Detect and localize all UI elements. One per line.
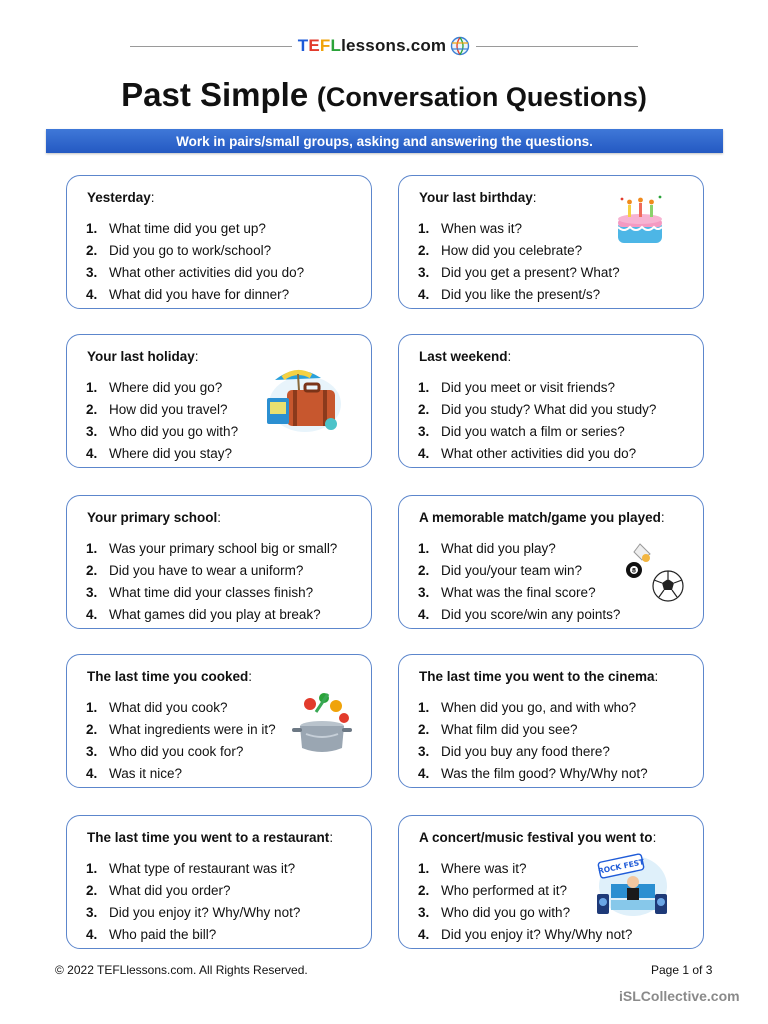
question-item <box>86 697 276 719</box>
card-primary-school <box>66 495 372 629</box>
page-title <box>0 76 768 114</box>
page-title-main: Past Simple <box>121 76 309 113</box>
question-number: 3. <box>418 424 430 439</box>
logo-letter-e: E <box>308 36 320 55</box>
question-text: What type of restaurant was it? <box>109 861 296 876</box>
question-number: 4. <box>86 287 98 302</box>
question-number: 3. <box>418 265 430 280</box>
question-item <box>418 377 656 399</box>
question-text: Did you/your team win? <box>441 563 583 578</box>
question-item <box>86 377 238 399</box>
question-text: Who paid the bill? <box>109 927 217 942</box>
question-text: What games did you play at break? <box>109 607 321 622</box>
logo-divider-left <box>130 46 292 47</box>
question-list <box>86 858 300 946</box>
question-text: Who performed at it? <box>441 883 568 898</box>
question-list <box>418 218 620 306</box>
question-number: 3. <box>418 585 430 600</box>
question-text: What time did your classes finish? <box>109 585 314 600</box>
question-number: 1. <box>418 380 430 395</box>
card-title-colon: : <box>652 830 657 845</box>
question-item <box>86 719 276 741</box>
question-text: What time did you get up? <box>109 221 266 236</box>
rock-fest-icon <box>593 852 669 918</box>
card-title <box>87 190 155 205</box>
question-text: Did you like the present/s? <box>441 287 601 302</box>
question-text: Was the film good? Why/Why not? <box>441 766 648 781</box>
card-title-text: Your last holiday <box>87 349 195 364</box>
suitcase-icon <box>261 364 345 436</box>
question-item <box>418 741 648 763</box>
question-text: When did you go, and with who? <box>441 700 637 715</box>
question-text: Did you enjoy it? Why/Why not? <box>441 927 633 942</box>
cooking-pot-icon <box>290 690 358 758</box>
question-number: 1. <box>86 380 98 395</box>
card-title <box>419 190 537 205</box>
card-title-text: The last time you cooked <box>87 669 249 684</box>
question-number: 4. <box>418 287 430 302</box>
question-text: Where did you go? <box>109 380 223 395</box>
question-item <box>86 560 337 582</box>
question-text: What other activities did you do? <box>441 446 637 461</box>
card-title <box>419 510 665 525</box>
question-text: Where did you stay? <box>109 446 233 461</box>
question-list <box>418 538 620 626</box>
question-number: 3. <box>86 265 98 280</box>
svg-text:8: 8 <box>631 567 637 575</box>
card-last-weekend <box>398 334 704 468</box>
question-item <box>86 262 304 284</box>
watermark: iSLCollective.com <box>619 988 740 1004</box>
question-text: What did you order? <box>109 883 231 898</box>
question-item <box>418 538 620 560</box>
question-item <box>86 858 300 880</box>
card-last-cinema <box>398 654 704 788</box>
question-text: Did you enjoy it? Why/Why not? <box>109 905 301 920</box>
question-text: What other activities did you do? <box>109 265 305 280</box>
question-text: Did you go to work/school? <box>109 243 272 258</box>
question-item <box>418 284 620 306</box>
question-number: 1. <box>418 861 430 876</box>
logo-domain: lessons.com <box>341 36 447 55</box>
question-item <box>86 880 300 902</box>
question-item <box>86 582 337 604</box>
question-item <box>418 443 656 465</box>
card-title-text: Last weekend <box>419 349 508 364</box>
site-logo <box>298 36 447 56</box>
question-list <box>86 538 337 626</box>
logo-letter-l: L <box>330 36 342 55</box>
card-title-colon: : <box>217 510 222 525</box>
question-text: Who did you go with? <box>109 424 239 439</box>
question-number: 4. <box>86 446 98 461</box>
question-item <box>418 582 620 604</box>
question-number: 4. <box>418 766 430 781</box>
card-title <box>419 349 511 364</box>
sports-balls-icon <box>622 540 686 604</box>
card-title-colon: : <box>194 349 199 364</box>
card-title <box>87 830 333 845</box>
question-text: What film did you see? <box>441 722 578 737</box>
card-title <box>419 830 656 845</box>
question-item <box>418 719 648 741</box>
card-title <box>87 669 252 684</box>
card-title-text: Yesterday <box>87 190 151 205</box>
card-title-text: Your primary school <box>87 510 218 525</box>
question-item <box>86 924 300 946</box>
question-text: Who did you cook for? <box>109 744 244 759</box>
question-text: How did you travel? <box>109 402 228 417</box>
question-number: 4. <box>418 927 430 942</box>
card-title-text: The last time you went to the cinema <box>419 669 655 684</box>
question-text: Did you meet or visit friends? <box>441 380 616 395</box>
question-text: What did you play? <box>441 541 556 556</box>
question-text: What did you have for dinner? <box>109 287 290 302</box>
question-text: Was it nice? <box>109 766 183 781</box>
card-title <box>419 669 658 684</box>
question-text: How did you celebrate? <box>441 243 583 258</box>
question-text: Did you get a present? What? <box>441 265 620 280</box>
question-number: 2. <box>418 883 430 898</box>
question-number: 2. <box>418 243 430 258</box>
question-item <box>86 218 304 240</box>
cake-icon <box>612 193 668 249</box>
footer-page-number: Page 1 of 3 <box>651 963 713 977</box>
card-title-colon: : <box>660 510 665 525</box>
question-number: 3. <box>86 744 98 759</box>
rock-fest-sign-text: ROCK FEST <box>597 857 645 876</box>
question-item <box>418 763 648 785</box>
logo-letter-t: T <box>297 36 309 55</box>
question-item <box>86 604 337 626</box>
question-list <box>418 377 656 465</box>
site-logo-row <box>0 34 768 58</box>
question-number: 4. <box>86 607 98 622</box>
question-number: 2. <box>418 563 430 578</box>
instruction-banner: Work in pairs/small groups, asking and answering the questions. <box>46 129 723 153</box>
logo-divider-right <box>476 46 638 47</box>
question-number: 4. <box>418 446 430 461</box>
question-text: Was your primary school big or small? <box>109 541 338 556</box>
question-number: 4. <box>86 766 98 781</box>
question-number: 2. <box>86 883 98 898</box>
question-number: 2. <box>86 722 98 737</box>
logo-letter-f: F <box>319 36 331 55</box>
card-title-colon: : <box>248 669 253 684</box>
question-item <box>418 421 656 443</box>
question-number: 1. <box>86 861 98 876</box>
question-text: Where was it? <box>441 861 527 876</box>
card-title-text: A concert/music festival you went to <box>419 830 653 845</box>
card-title <box>87 510 221 525</box>
question-item <box>418 262 620 284</box>
question-number: 1. <box>418 541 430 556</box>
question-text: When was it? <box>441 221 523 236</box>
question-item <box>418 560 620 582</box>
question-number: 4. <box>418 607 430 622</box>
card-title-colon: : <box>507 349 512 364</box>
question-item <box>86 421 238 443</box>
question-number: 4. <box>86 927 98 942</box>
card-title-text: A memorable match/game you played <box>419 510 661 525</box>
question-item <box>86 284 304 306</box>
question-number: 3. <box>86 585 98 600</box>
question-item <box>418 240 620 262</box>
question-item <box>418 399 656 421</box>
question-item <box>86 443 238 465</box>
card-yesterday <box>66 175 372 309</box>
question-number: 3. <box>86 424 98 439</box>
question-number: 2. <box>418 722 430 737</box>
question-item <box>418 924 632 946</box>
question-item <box>86 240 304 262</box>
question-number: 3. <box>86 905 98 920</box>
question-number: 2. <box>86 402 98 417</box>
question-number: 3. <box>418 905 430 920</box>
question-number: 2. <box>418 402 430 417</box>
question-list <box>86 377 238 465</box>
question-text: What was the final score? <box>441 585 596 600</box>
question-number: 3. <box>418 744 430 759</box>
card-title-colon: : <box>329 830 334 845</box>
question-number: 1. <box>418 700 430 715</box>
question-text: Did you buy any food there? <box>441 744 610 759</box>
question-text: Did you score/win any points? <box>441 607 621 622</box>
question-text: What ingredients were in it? <box>109 722 276 737</box>
question-item <box>418 604 620 626</box>
question-item <box>86 399 238 421</box>
question-number: 1. <box>86 700 98 715</box>
card-last-restaurant <box>66 815 372 949</box>
question-text: Did you study? What did you study? <box>441 402 657 417</box>
question-list <box>418 697 648 785</box>
question-number: 1. <box>418 221 430 236</box>
page-title-subtitle: (Conversation Questions) <box>316 82 647 112</box>
question-item <box>86 538 337 560</box>
footer-copyright: © 2022 TEFLlessons.com. All Rights Reserved. <box>55 963 308 977</box>
question-list <box>86 697 276 785</box>
question-item <box>86 763 276 785</box>
question-text: Did you have to wear a uniform? <box>109 563 304 578</box>
question-number: 1. <box>86 221 98 236</box>
question-number: 2. <box>86 563 98 578</box>
card-title-colon: : <box>654 669 659 684</box>
question-item <box>86 902 300 924</box>
question-number: 2. <box>86 243 98 258</box>
card-title-text: The last time you went to a restaurant <box>87 830 330 845</box>
card-title-text: Your last birthday <box>419 190 533 205</box>
question-text: Who did you go with? <box>441 905 571 920</box>
card-title-colon: : <box>150 190 155 205</box>
question-list <box>86 218 304 306</box>
question-number: 1. <box>86 541 98 556</box>
question-item <box>86 741 276 763</box>
question-item <box>418 218 620 240</box>
globe-icon <box>450 36 470 56</box>
card-title-colon: : <box>532 190 537 205</box>
question-text: What did you cook? <box>109 700 228 715</box>
question-item <box>418 697 648 719</box>
card-title <box>87 349 199 364</box>
question-text: Did you watch a film or series? <box>441 424 625 439</box>
